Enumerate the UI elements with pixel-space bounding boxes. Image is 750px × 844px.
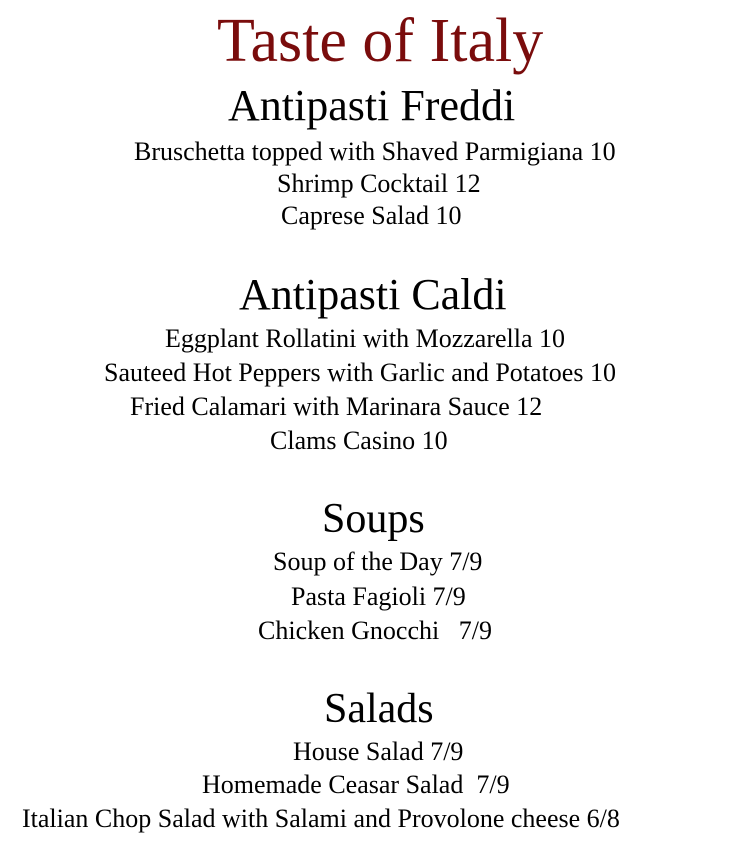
menu-item: Pasta Fagioli 7/9 [291, 582, 466, 611]
menu-item: Chicken Gnocchi 7/9 [258, 616, 492, 645]
section-heading-antipasti-caldi: Antipasti Caldi [239, 270, 507, 319]
menu-item: House Salad 7/9 [293, 737, 464, 766]
menu-item: Eggplant Rollatini with Mozzarella 10 [165, 324, 566, 353]
section-heading-antipasti-freddi: Antipasti Freddi [228, 81, 516, 130]
menu-item: Sauteed Hot Peppers with Garlic and Potatoes 10 [104, 358, 616, 387]
section-heading-soups: Soups [322, 496, 425, 542]
menu-item: Soup of the Day 7/9 [273, 547, 483, 576]
menu-item: Homemade Ceasar Salad 7/9 [202, 770, 510, 799]
menu-item: Italian Chop Salad with Salami and Provolone cheese 6/8 [22, 804, 620, 833]
menu-item: Caprese Salad 10 [281, 201, 462, 230]
menu-item: Fried Calamari with Marinara Sauce 12 [130, 392, 543, 421]
section-heading-salads: Salads [324, 686, 434, 732]
menu-item: Bruschetta topped with Shaved Parmigiana 10 [134, 137, 616, 166]
menu-item: Clams Casino 10 [270, 426, 448, 455]
menu-item: Shrimp Cocktail 12 [277, 169, 481, 198]
menu-title: Taste of Italy [217, 7, 544, 75]
